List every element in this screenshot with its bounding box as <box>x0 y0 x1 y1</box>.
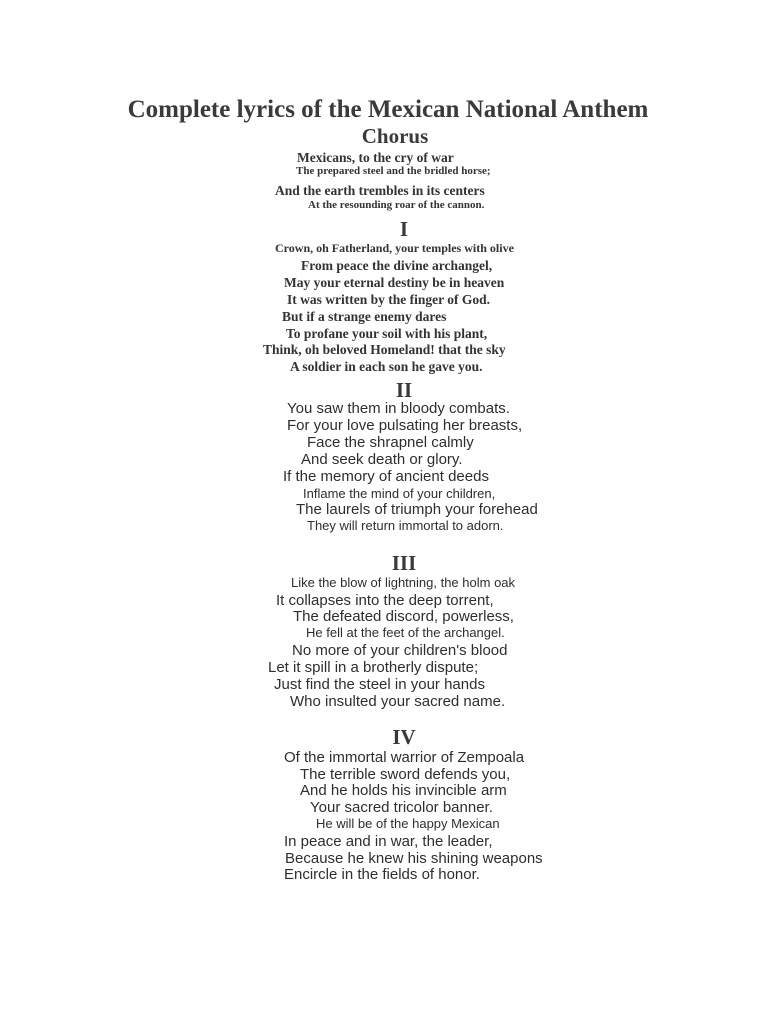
chorus-line: At the resounding roar of the cannon. <box>308 199 485 211</box>
stanza-line: Encircle in the fields of honor. <box>284 866 480 883</box>
stanza-line: Of the immortal warrior of Zempoala <box>284 749 525 766</box>
stanza-line: Because he knew his shining weapons <box>285 850 543 867</box>
stanza-line: It was written by the finger of God. <box>287 292 490 307</box>
stanza-line: From peace the divine archangel, <box>301 258 493 273</box>
stanza-line: Think, oh beloved Homeland! that the sky <box>263 342 506 357</box>
stanza-line: They will return immortal to adorn. <box>307 518 504 533</box>
stanza-line: Like the blow of lightning, the holm oak <box>291 575 516 590</box>
stanza-line: May your eternal destiny be in heaven <box>284 275 505 290</box>
stanza-line: But if a strange enemy dares <box>282 309 447 324</box>
stanza-numeral: I <box>399 217 409 241</box>
stanza-line: The defeated discord, powerless, <box>293 608 514 625</box>
stanza-line: Who insulted your sacred name. <box>290 693 506 710</box>
stanza-line: Face the shrapnel calmly <box>307 434 474 451</box>
stanza-line: In peace and in war, the leader, <box>284 833 493 850</box>
stanza-line: He fell at the feet of the archangel. <box>306 625 505 640</box>
chorus-line: And the earth trembles in its centers <box>275 183 485 198</box>
stanza-line: Just find the steel in your hands <box>274 676 485 693</box>
stanza-numeral: IV <box>392 725 416 749</box>
stanza-line: No more of your children's blood <box>292 642 508 659</box>
document-title: Complete lyrics of the Mexican National Anthem <box>127 96 649 123</box>
chorus-line: Mexicans, to the cry of war <box>297 150 454 165</box>
stanza-line: Inflame the mind of your children, <box>303 486 496 501</box>
stanza-line: You saw them in bloody combats. <box>287 400 510 417</box>
stanza-line: The terrible sword defends you, <box>300 766 511 783</box>
stanza-line: The laurels of triumph your forehead <box>296 501 538 518</box>
stanza-line: Crown, oh Fatherland, your temples with olive <box>275 241 514 255</box>
stanza-line: For your love pulsating her breasts, <box>287 417 523 434</box>
stanza-numeral: II <box>395 378 413 402</box>
stanza-line: Let it spill in a brotherly dispute; <box>268 659 479 676</box>
chorus-heading: Chorus <box>361 124 429 148</box>
stanza-line: It collapses into the deep torrent, <box>276 592 494 609</box>
stanza-line: If the memory of ancient deeds <box>283 468 489 485</box>
stanza-numeral: III <box>391 551 417 575</box>
stanza-line: To profane your soil with his plant, <box>286 326 488 341</box>
stanza-line: He will be of the happy Mexican <box>316 816 500 831</box>
chorus-line: The prepared steel and the bridled horse; <box>296 165 491 177</box>
stanza-line: And seek death or glory. <box>301 451 463 468</box>
stanza-line: And he holds his invincible arm <box>300 782 507 799</box>
stanza-line: A soldier in each son he gave you. <box>290 359 483 374</box>
stanza-line: Your sacred tricolor banner. <box>310 799 493 816</box>
